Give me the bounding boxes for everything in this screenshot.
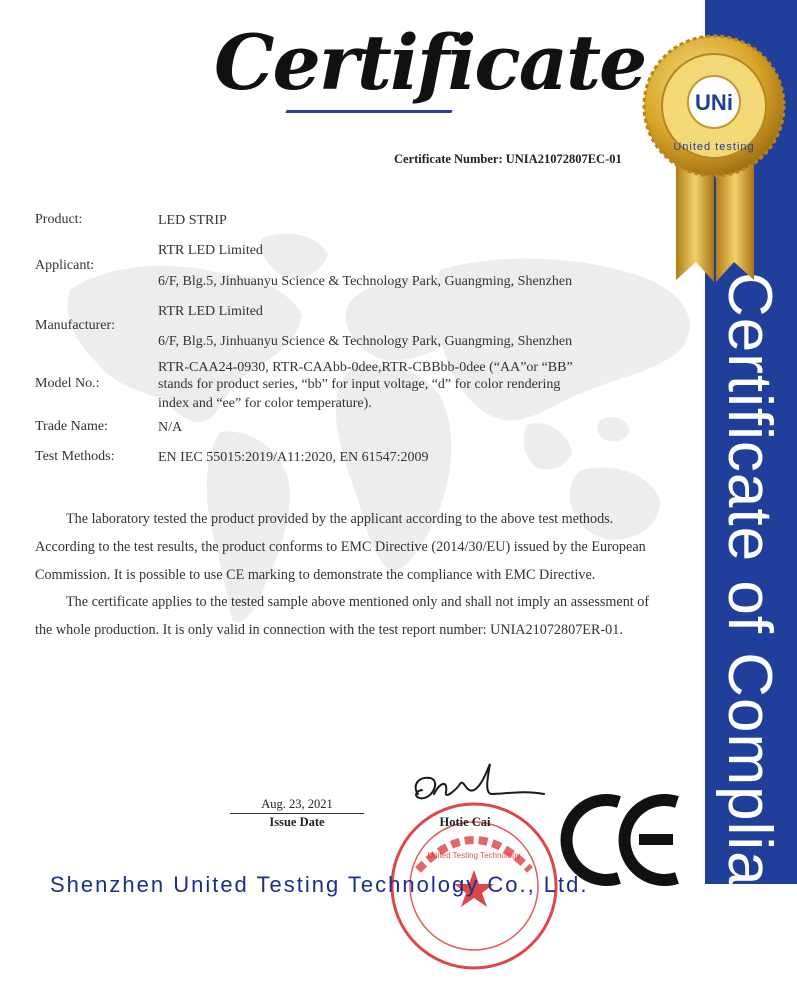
paragraph-1-line-1: The laboratory tested the product provided by the applicant according to the above test methods. — [66, 511, 614, 527]
ce-conformity-mark-icon — [565, 794, 683, 884]
side-band-text: Certificate of Compliance — [715, 272, 784, 990]
seal-logo: UNi — [695, 90, 733, 115]
paragraph-2-line-2: the whole production. It is only valid in connection with the test report number: UNIA21072807ER-01. — [35, 622, 623, 638]
stamp-text: United Testing Technology — [427, 851, 521, 860]
model-line-2: stands for product series, “bb” for input voltage, “d” for color rendering — [158, 377, 561, 392]
model-label: Model No.: — [35, 376, 100, 391]
signatory-label: Hotie Cai — [439, 815, 491, 829]
paragraph-1-line-3: Commission. It is possible to use CE marking to demonstrate the compliance with EMC Directive. — [35, 567, 596, 583]
paragraph-1-line-2: According to the test results, the product conforms to EMC Directive (2014/30/EU) issued by the European — [35, 539, 646, 555]
issue-date-label: Issue Date — [269, 815, 325, 829]
handwritten-signature-icon — [404, 760, 554, 820]
gold-medal-seal-icon — [638, 30, 790, 290]
model-line-1: RTR-CAA24-0930, RTR-CAAbb-0dee,RTR-CBBbb-0dee (“AA”or “BB” — [158, 360, 573, 375]
product-value: LED STRIP — [158, 213, 227, 228]
certificate-title: Certificate — [214, 18, 646, 107]
product-label: Product: — [35, 212, 83, 227]
footer-company-name: Shenzhen United Testing Technology Co., Ltd. — [50, 872, 589, 897]
manufacturer-name: RTR LED Limited — [158, 304, 263, 319]
applicant-name: RTR LED Limited — [158, 243, 263, 258]
scope-paragraph — [35, 588, 697, 644]
applicant-address: 6/F, Blg.5, Jinhuanyu Science & Technology Park, Guangming, Shenzhen — [158, 274, 573, 289]
manufacturer-label: Manufacturer: — [35, 318, 116, 333]
paragraph-2-line-1: The certificate applies to the tested sample above mentioned only and shall not imply an assessment of — [66, 594, 650, 610]
test-methods-label: Test Methods: — [35, 449, 115, 464]
manufacturer-address: 6/F, Blg.5, Jinhuanyu Science & Technology Park, Guangming, Shenzhen — [158, 334, 573, 349]
seal-ring-text: United testing — [673, 141, 755, 153]
test-methods-value: EN IEC 55015:2019/A11:2020, EN 61547:2009 — [158, 450, 429, 465]
issue-date-rule — [230, 813, 364, 814]
title-flourish — [285, 110, 452, 113]
model-line-3: index and “ee” for color temperature). — [158, 396, 372, 411]
trade-name-value: N/A — [158, 420, 183, 435]
conformity-paragraph — [35, 505, 697, 589]
trade-name-label: Trade Name: — [35, 419, 108, 434]
applicant-label: Applicant: — [35, 258, 95, 273]
certificate-number: Certificate Number: UNIA21072807EC-01 — [394, 152, 622, 166]
issue-date-value: Aug. 23, 2021 — [261, 797, 333, 811]
